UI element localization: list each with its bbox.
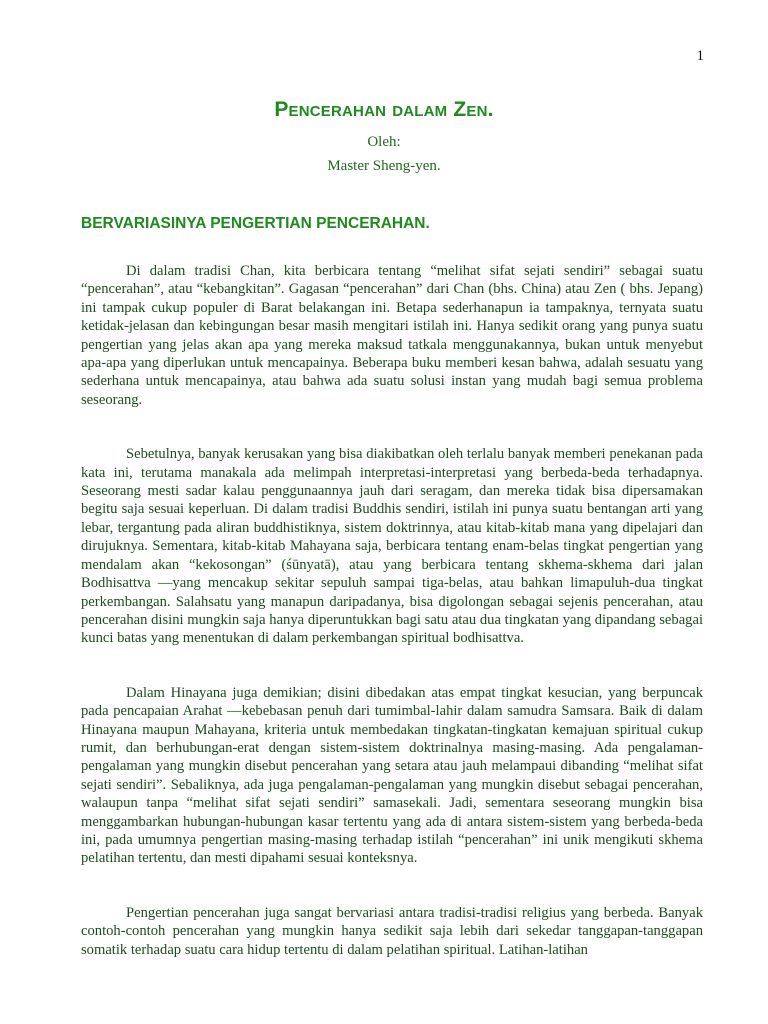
- section-heading: BERVARIASINYA PENGERTIAN PENCERAHAN.: [81, 215, 430, 232]
- document-title: Pencerahan dalam Zen.: [274, 98, 494, 121]
- body-text: [81, 262, 703, 959]
- paragraph-3: Dalam Hinayana juga demikian; disini dibedakan atas empat tingkat kesucian, yang berpuncak pada pencapaian Arahat —kebebasan penuh dari tumimbal-lahir dalam samudra Samsara. Baik di dalam Hinayana maupun Mahayana, kriteria untuk membedakan tingkatan-tingkatan kemajuan spiritual cukup rumit, dan berhubungan-erat dengan sistem-sistem doktrinalnya masing-masing. Ada pengalaman-pengalaman yang mungkin disebut pencerahan yang setara atau jauh melampaui dibanding “melihat sifat sejati sendiri”. Sebaliknya, ada juga pengalaman-pengalaman yang mungkin disebut sebagai pencerahan, walaupun tanpa “melihat sifat sejati sendiri” samasekali. Jadi, sementara seseorang mungkin bisa menggambarkan hubungan-hubungan kasar tertentu yang ada di antara sistem-sistem yang berbeda-beda ini, pada umumnya pengertian masing-masing terhadap istilah “pencerahan” ini unik mengikuti skhema pelatihan tertentu, dan mesti dipahami sesuai konteksnya.: [81, 684, 703, 867]
- page-number: 1: [696, 48, 704, 64]
- paragraph-1: Di dalam tradisi Chan, kita berbicara tentang “melihat sifat sejati sendiri” sebagai suatu “pencerahan”, atau “kebangkitan”. Gagasan “pencerahan” dari Chan (bhs. China) atau Zen ( bhs. Jepang) ini tampak cukup populer di Barat belakangan ini. Betapa sederhanapun ia tampaknya, ternyata suatu ketidak-jelasan dan kebingungan besar masih mengitari istilah ini. Hanya sedikit orang yang punya suatu pengertian yang jelas akan apa yang mereka maksud tatkala menggunakannya, bukan untuk menyebut apa-apa yang diperlukan untuk mencapainya. Beberapa buku memberi kesan bahwa, adalah sesuatu yang sederhana untuk mencapainya, atau bahwa ada suatu solusi instan yang mudah bagi semua problema seseorang.: [81, 263, 703, 408]
- author-name: Master Sheng-yen.: [327, 158, 441, 174]
- paragraph-2: Sebetulnya, banyak kerusakan yang bisa diakibatkan oleh terlalu banyak memberi penekanan pada kata ini, terutama manakala ada melimpah interpretasi-interpretasi yang berbeda-beda terhadapnya. Seseorang mesti sadar kalau penggunaannya jauh dari seragam, dan mereka tidak bisa dipersamakan begitu saja sesuai keperluan. Di dalam tradisi Buddhis sendiri, istilah ini punya suatu bentangan arti yang lebar, tergantung pada aliran buddhistiknya, sistem doktrinnya, atau kitab-kitab mana yang dipelajari dan dirujuknya. Sementara, kitab-kitab Mahayana saja, berbicara tentang enam-belas tingkat pengertian yang mendalam akan “kekosongan” (śūnyatā), atau yang berbicara tentang skhema-skhema dari jalan Bodhisattva —yang mencakup sekitar sepuluh sampai tiga-belas, atau bahkan limapuluh-dua tingkat perkembangan. Salahsatu yang manapun daripadanya, bisa digolongan sebagai sejenis pencerahan, atau pencerahan disini mungkin saja hanya diperuntukkan bagi satu atau dua tingkatan yang dipandang sebagai kunci batas yang menentukan di dalam perkembangan spiritual bodhisattva.: [81, 446, 703, 647]
- byline-label: Oleh:: [367, 134, 401, 150]
- paragraph-4: Pengertian pencerahan juga sangat bervariasi antara tradisi-tradisi religius yang berbeda. Banyak contoh-contoh pencerahan yang mungkin hanya sedikit saja lebih dari sekedar tanggapan-tanggapan somatik terhadap suatu cara hidup tertentu di dalam pelatihan spiritual. Latihan-latihan: [81, 904, 703, 958]
